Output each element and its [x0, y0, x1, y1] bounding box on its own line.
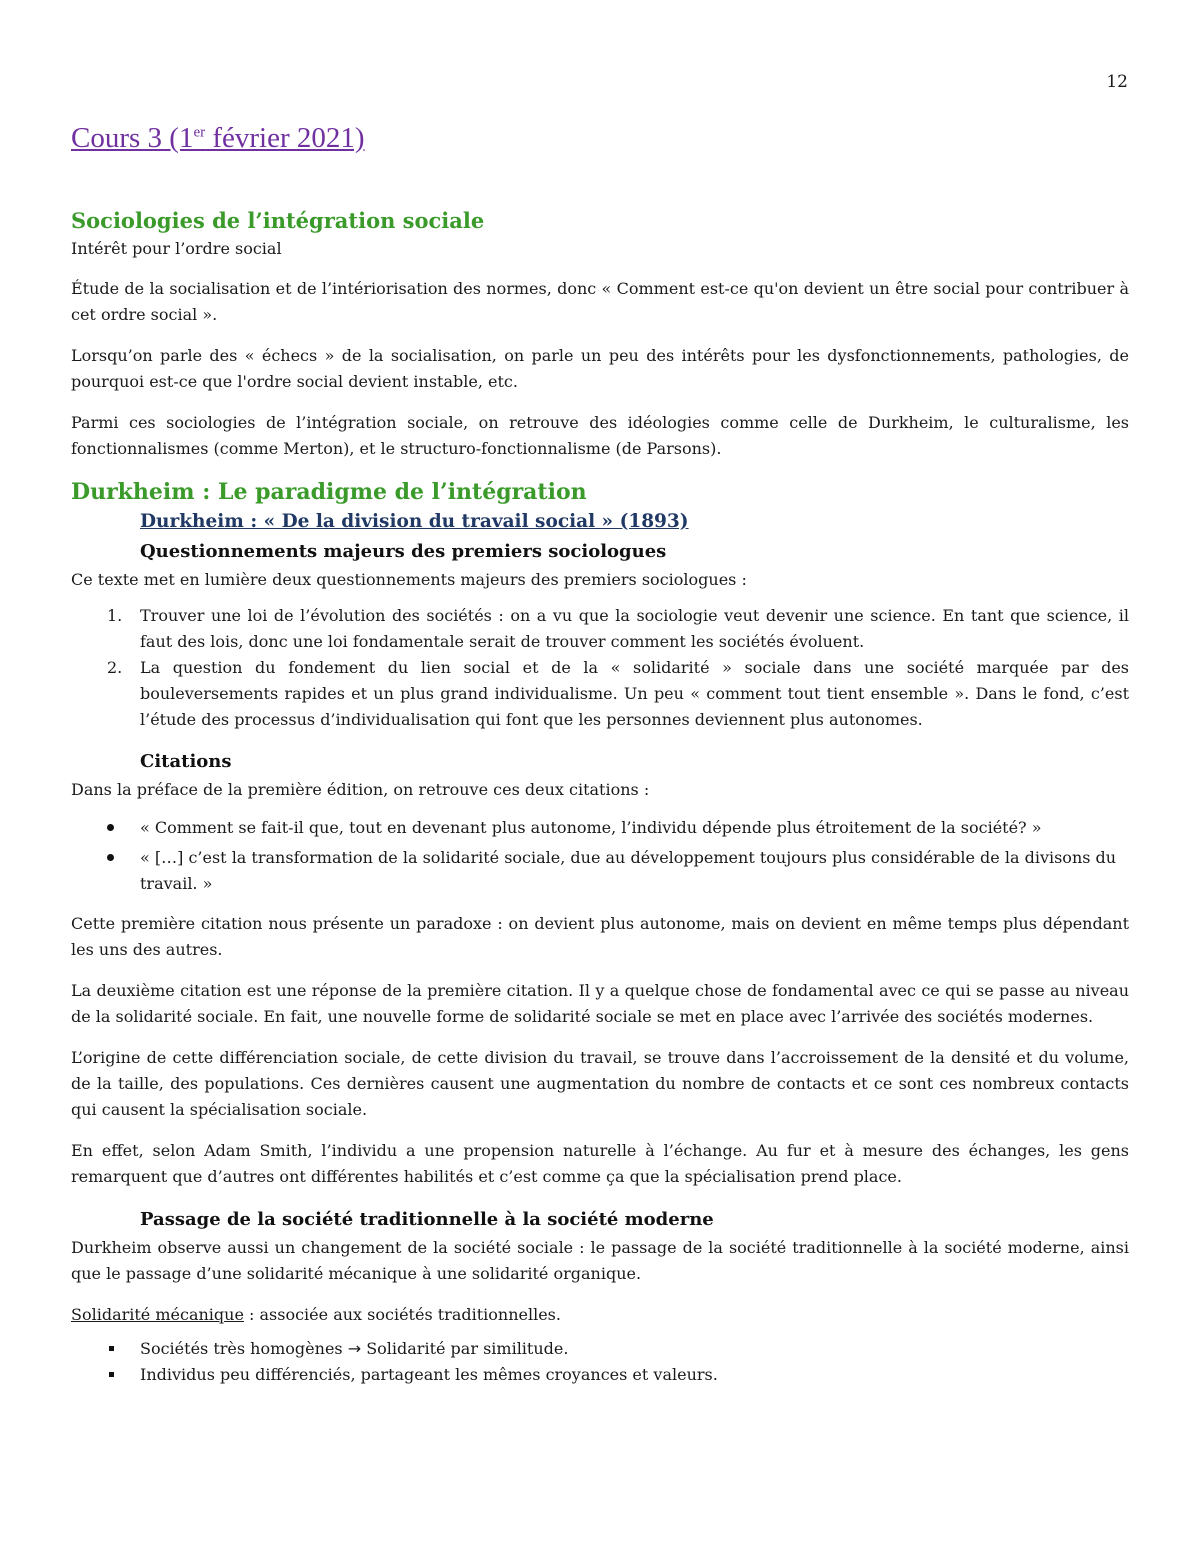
- square-bullet-icon: [109, 1346, 114, 1351]
- list-item: 1. Trouver une loi de l’évolution des sociétés : on a vu que la sociologie veut devenir une science. En tant que science, il faut des lois, donc une loi fondamentale serait de trouver comment les sociétés évoluent.: [107, 606, 1129, 651]
- paragraph: L’origine de cette différenciation sociale, de cette division du travail, se trouve dans l’accroissement de la densité et du volume, de la taille, des populations. Ces dernières causent une augmentation du nombre de contacts et ce sont ces nombreux contacts qui causent la spécialisation sociale.: [71, 1048, 1129, 1119]
- bullet-icon: [107, 824, 114, 831]
- ordinal-superscript: er: [193, 124, 206, 141]
- list-item: « Comment se fait-il que, tout en devenant plus autonome, l’individu dépende plus étroitement de la société? »: [71, 815, 1129, 841]
- paragraph: Lorsqu’on parle des « échecs » de la socialisation, on parle un peu des intérêts pour les dysfonctionnements, pathologies, de pourquoi est-ce que l'ordre social devient instable, etc.: [71, 346, 1129, 391]
- square-bullet-icon: [109, 1372, 114, 1377]
- list-item: Individus peu différenciés, partageant les mêmes croyances et valeurs.: [71, 1362, 1129, 1388]
- subheading-citations: Citations: [140, 751, 232, 772]
- paragraph: Ce texte met en lumière deux questionnements majeurs des premiers sociologues :: [71, 570, 747, 589]
- section-subtitle: Intérêt pour l’ordre social: [71, 239, 282, 258]
- paragraph: En effet, selon Adam Smith, l’individu a une propension naturelle à l’échange. Au fur et à mesure des échanges, les gens remarquent que d’autres ont différentes habilités et c’est comme ça que la spécialisation prend place.: [71, 1141, 1129, 1186]
- bullet-list: [71, 815, 1129, 897]
- paragraph: Cette première citation nous présente un paradoxe : on devient plus autonome, mais on devient en même temps plus dépendant les uns des autres.: [71, 914, 1129, 959]
- subheading-passage: Passage de la société traditionnelle à la société moderne: [140, 1209, 714, 1230]
- list-item: Sociétés très homogènes → Solidarité par similitude.: [71, 1336, 1129, 1362]
- paragraph: Durkheim observe aussi un changement de la société sociale : le passage de la société traditionnelle à la société moderne, ainsi que le passage d’une solidarité mécanique à une solidarité organique.: [71, 1238, 1129, 1283]
- course-title: Cours 3 (1er février 2021): [71, 122, 365, 154]
- paragraph: La deuxième citation est une réponse de la première citation. Il y a quelque chose de fondamental avec ce qui se passe au niveau de la solidarité sociale. En fait, une nouvelle forme de solidarité sociale se met en place avec l’arrivée des sociétés modernes.: [71, 981, 1129, 1026]
- paragraph: Étude de la socialisation et de l’intériorisation des normes, donc « Comment est-ce qu'on devient un être social pour contribuer à cet ordre social ».: [71, 279, 1129, 324]
- document-content: [71, 118, 1129, 1388]
- paragraph: Dans la préface de la première édition, on retrouve ces deux citations :: [71, 780, 650, 799]
- term-solidarite-mecanique: Solidarité mécanique: [71, 1305, 244, 1324]
- page-number: 12: [1106, 72, 1128, 92]
- subheading-division-du-travail: Durkheim : « De la division du travail social » (1893): [140, 511, 689, 532]
- arrow-right-icon: →: [347, 1339, 362, 1358]
- paragraph: Parmi ces sociologies de l’intégration sociale, on retrouve des idéologies comme celle de Durkheim, le culturalisme, les fonctionnalismes (comme Merton), et le structuro-fonctionnalisme (de Parsons).: [71, 413, 1129, 458]
- bullet-icon: [107, 854, 114, 861]
- subheading-questionnements: Questionnements majeurs des premiers sociologues: [140, 541, 667, 562]
- list-item: « […] c’est la transformation de la solidarité sociale, due au développement toujours plus considérable de la divisons du travail. »: [71, 845, 1129, 897]
- square-bullet-list: [71, 1336, 1129, 1388]
- section-heading-integration: Sociologies de l’intégration sociale: [71, 208, 485, 233]
- list-item: 2. La question du fondement du lien social et de la « solidarité » sociale dans une société marquée par des bouleversements rapides et un plus grand individualisme. Un peu « comment tout tient ensemble ». Dans le fond, c’est l’étude des processus d’individualisation qui font que les personnes deviennent plus autonomes.: [107, 658, 1129, 729]
- numbered-list: [71, 603, 1129, 733]
- section-heading-durkheim: Durkheim : Le paradigme de l’intégration: [71, 479, 587, 505]
- definition-line: Solidarité mécanique : associée aux sociétés traditionnelles.: [71, 1305, 561, 1324]
